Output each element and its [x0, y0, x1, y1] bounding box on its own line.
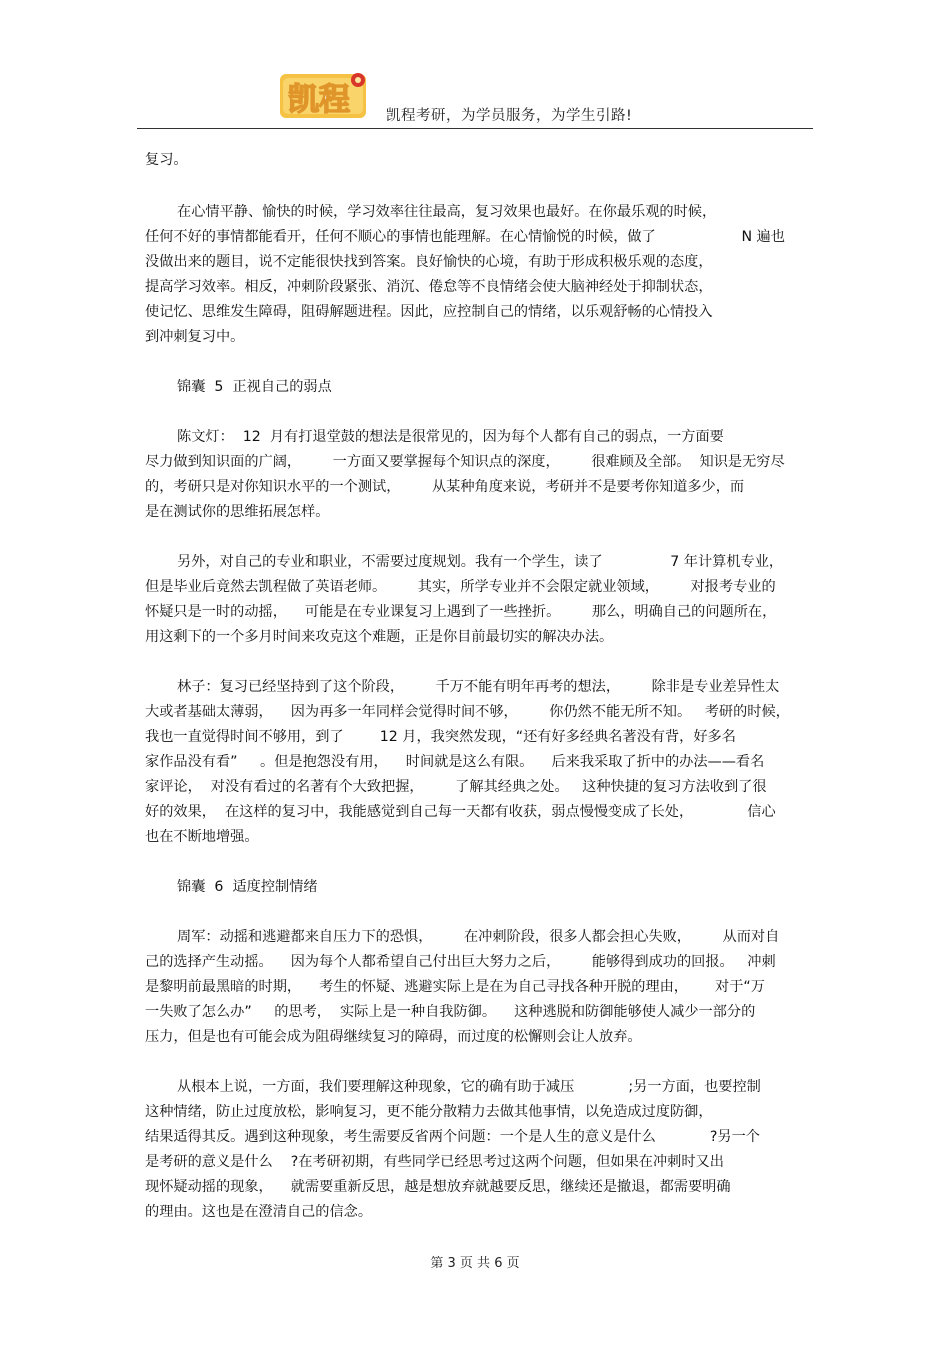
paragraph-line: 好的效果， 在这样的复习中，我能感觉到自己每一天都有收获，弱点慢慢变成了长处， 信心: [145, 804, 776, 820]
paragraph-line: 用这剩下的一个多月时间来攻克这个难题，正是你目前最切实的解决办法。: [145, 629, 614, 645]
paragraph-line: 从根本上说，一方面，我们要理解这种现象，它的确有助于减压 ;另一方面，也要控制: [177, 1079, 761, 1095]
paragraph-line: 尽力做到知识面的广阔， 一方面又要掌握每个知识点的深度， 很难顾及全部。 知识是无穷尽: [145, 454, 785, 470]
paragraph-line: 怀疑只是一时的动摇， 可能是在专业课复习上遇到了一些挫折。 那么，明确自己的问题所在，: [145, 604, 777, 620]
paragraph-line: 大或者基础太薄弱， 因为再多一年同样会觉得时间不够， 你仍然不能无所不知。 考研的时候，: [145, 704, 790, 720]
paragraph-line: 一失败了怎么办” 的思考， 实际上是一种自我防御。 这种逃脱和防御能够使人减少一部分的: [145, 1004, 756, 1020]
kaicheng-logo: [278, 70, 368, 122]
paragraph-line: 家作品没有看” 。但是抱怨没有用， 时间就是这么有限。 后来我采取了折中的办法——看名: [145, 754, 765, 770]
paragraph-line: 复习。: [145, 152, 188, 168]
paragraph-line: 家评论， 对没有看过的名著有个大致把握， 了解其经典之处。 这种快捷的复习方法收到了很: [145, 779, 767, 795]
paragraph-line: 己的选择产生动摇。 因为每个人都希望自己付出巨大努力之后， 能够得到成功的回报。 冲刺: [145, 954, 776, 970]
header-slogan: 凯程考研，为学员服务，为学生引路!: [386, 108, 633, 124]
section-heading: 锦囊 6 适度控制情绪: [177, 879, 318, 895]
paragraph-line: 到冲刺复习中。: [145, 329, 245, 345]
paragraph-line: 另外，对自己的专业和职业，不需要过度规划。我有一个学生，读了 7 年计算机专业，: [177, 554, 784, 570]
paragraph-line: 是考研的意义是什么 ?在考研初期，有些同学已经思考过这两个问题，但如果在冲刺时又出: [145, 1154, 724, 1170]
paragraph-line: 这种情绪，防止过度放松，影响复习，更不能分散精力去做其他事情，以免造成过度防御，: [145, 1104, 713, 1120]
paragraph-line: 林子：复习已经坚持到了这个阶段， 千万不能有明年再考的想法， 除非是专业差异性太: [177, 679, 780, 695]
paragraph-line: 陈文灯： 12 月有打退堂鼓的想法是很常见的，因为每个人都有自己的弱点，一方面要: [177, 429, 724, 445]
paragraph-line: 提高学习效率。相反，冲刺阶段紧张、消沉、倦怠等不良情绪会使大脑神经处于抑制状态，: [145, 279, 713, 295]
paragraph-line: 在心情平静、愉快的时候，学习效率往往最高，复习效果也最好。在你最乐观的时候，: [177, 204, 717, 220]
paragraph-line: 没做出来的题目，说不定能很快找到答案。良好愉快的心境，有助于形成积极乐观的态度，: [145, 254, 713, 270]
paragraph-line: 是黎明前最黑暗的时期， 考生的怀疑、逃避实际上是在为自己寻找各种开脱的理由， 对于“万: [145, 979, 765, 995]
paragraph-line: 是在测试你的思维拓展怎样。: [145, 504, 330, 520]
paragraph-line: 结果适得其反。遇到这种现象，考生需要反省两个问题：一个是人生的意义是什么 ?另一个: [145, 1129, 760, 1145]
page-header: [0, 0, 950, 132]
paragraph-line: 任何不好的事情都能看开，任何不顺心的事情也能理解。在心情愉悦的时候，做了 N 遍也: [145, 229, 785, 245]
paragraph-line: 使记忆、思维发生障碍，阻碍解题进程。因此，应控制自己的情绪，以乐观舒畅的心情投入: [145, 304, 713, 320]
paragraph-line: 压力，但是也有可能会成为阻碍继续复习的障碍，而过度的松懈则会让人放弃。: [145, 1029, 642, 1045]
paragraph-line: 现怀疑动摇的现象， 就需要重新反思，越是想放弃就越要反思，继续还是撤退，都需要明确: [145, 1179, 731, 1195]
paragraph-line: 我也一直觉得时间不够用，到了 12 月，我突然发现，“还有好多经典名著没有背，好多名: [145, 729, 736, 745]
paragraph-line: 也在不断地增强。: [145, 829, 259, 845]
svg-text:凯程: 凯程: [288, 82, 350, 118]
paragraph-line: 的，考研只是对你知识水平的一个测试， 从某种角度来说，考研并不是要考你知道多少，而: [145, 479, 745, 495]
header-divider: [137, 128, 813, 129]
paragraph-line: 周军：动摇和逃避都来自压力下的恐惧， 在冲刺阶段，很多人都会担心失败， 从而对自: [177, 929, 780, 945]
paragraph-line: 的理由。这也是在澄清自己的信念。: [145, 1204, 373, 1220]
paragraph-line: 但是毕业后竟然去凯程做了英语老师。 其实，所学专业并不会限定就业领域， 对报考专业的: [145, 579, 776, 595]
page-footer: 第 3 页 共 6 页: [430, 1256, 520, 1271]
section-heading: 锦囊 5 正视自己的弱点: [177, 379, 332, 395]
